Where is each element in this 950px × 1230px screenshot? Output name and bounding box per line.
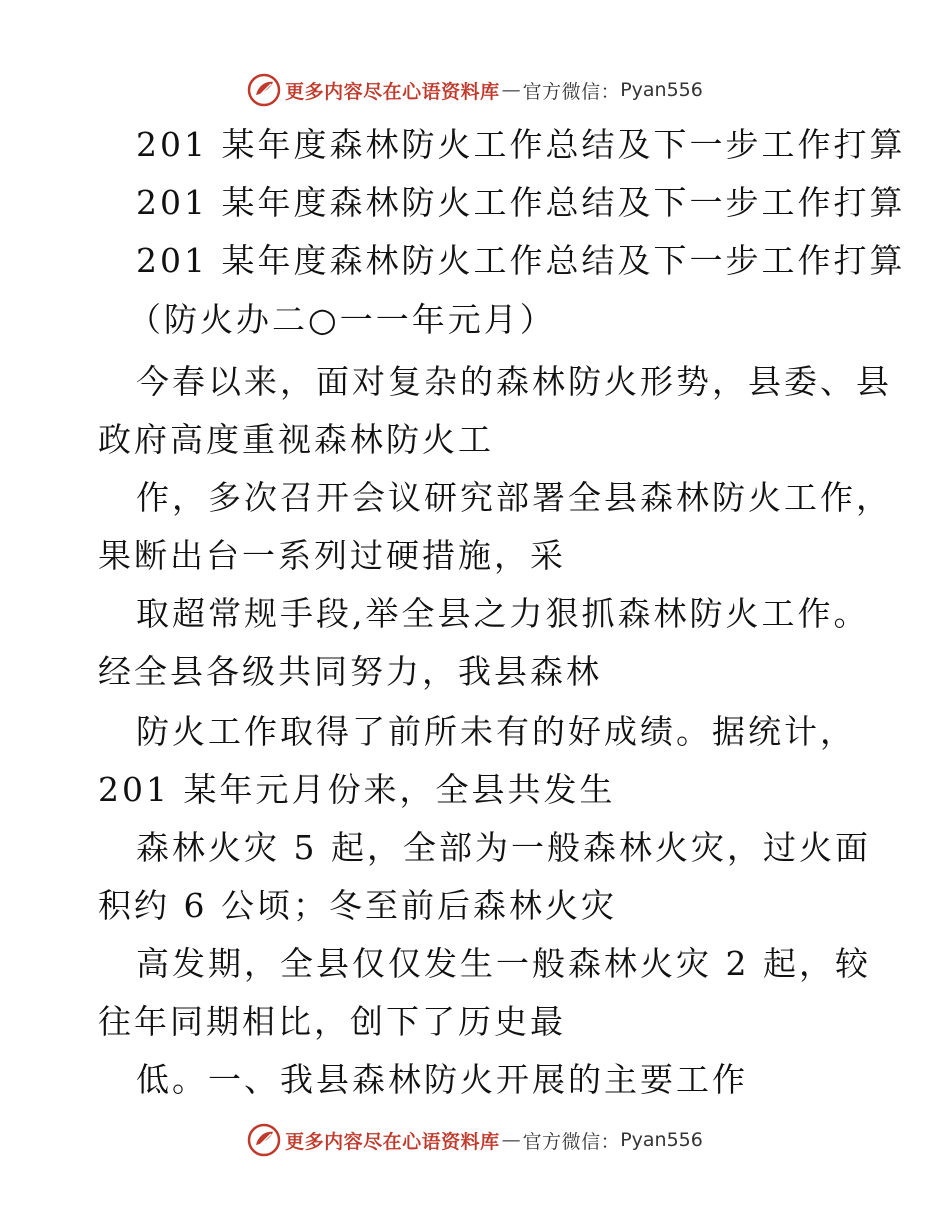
- watermark-footer: [0, 1120, 950, 1160]
- watermark-brand: 更多内容尽在心语资料库: [285, 1130, 500, 1153]
- watermark-label: 官方微信：: [522, 80, 621, 103]
- section-heading-line: 低。一、我县森林防火开展的主要工作: [136, 1060, 748, 1099]
- paragraph-line: 往年同期相比，创下了历史最: [98, 1002, 566, 1041]
- paragraph-line: 政府高度重视森林防火工: [98, 420, 494, 459]
- watermark-header: [0, 70, 950, 110]
- paragraph-line: 高发期，全县仅仅发生一般森林火灾 2 起，较: [136, 944, 871, 983]
- paragraph-line: 防火工作取得了前所未有的好成绩。据统计，: [136, 712, 856, 751]
- watermark-separator: —: [501, 1129, 521, 1151]
- watermark-brand: 更多内容尽在心语资料库: [285, 80, 500, 103]
- leaf-swirl-logo-icon: [247, 1123, 281, 1157]
- paragraph-line: 经全县各级共同努力，我县森林: [98, 652, 602, 691]
- paragraph-line: 今春以来，面对复杂的森林防火形势，县委、县: [136, 362, 892, 401]
- watermark-label: 官方微信：: [522, 1130, 621, 1153]
- paragraph-line: 取超常规手段,举全县之力狠抓森林防火工作。: [136, 594, 870, 633]
- paragraph-line: 森林火灾 5 起，全部为一般森林火灾，过火面: [136, 828, 871, 867]
- paragraph-line: 果断出台一系列过硬措施，采: [98, 536, 566, 575]
- document-title-line: 201 某年度森林防火工作总结及下一步工作打算: [136, 183, 906, 222]
- watermark-id: Pyan556: [620, 1129, 703, 1151]
- paragraph-line: 作，多次召开会议研究部署全县森林防火工作，: [136, 478, 892, 517]
- paragraph-line: 201 某年元月份来，全县共发生: [98, 770, 616, 809]
- leaf-swirl-logo-icon: [247, 73, 281, 107]
- paragraph-line: 积约 6 公顷；冬至前后森林火灾: [98, 886, 617, 925]
- watermark-separator: —: [501, 79, 521, 101]
- watermark-id: Pyan556: [620, 79, 703, 101]
- document-title-line: 201 某年度森林防火工作总结及下一步工作打算: [136, 125, 906, 164]
- document-date-line: （防火办二○一一年元月）: [128, 300, 556, 339]
- document-title-line: 201 某年度森林防火工作总结及下一步工作打算: [136, 241, 906, 280]
